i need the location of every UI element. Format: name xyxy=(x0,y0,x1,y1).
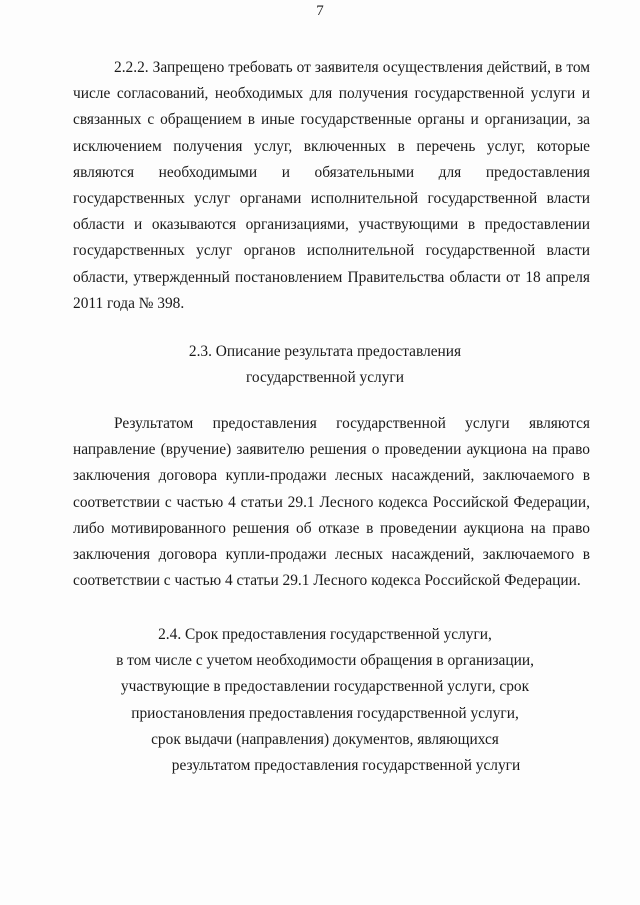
heading-line: в том числе с учетом необходимости обращения в организации, xyxy=(116,652,534,670)
heading-line: 2.3. Описание результата предоставления xyxy=(188,343,462,360)
heading-line: 2.4. Срок предоставления государственной услуги, xyxy=(158,626,492,643)
heading-line: срок выдачи (направления) документов, являющихся xyxy=(151,730,499,748)
heading-line: государственной услуги xyxy=(246,369,404,387)
heading-line: приостановления предоставления государственной услуги, xyxy=(131,704,519,722)
heading-line: участвующие в предоставлении государственной услуги, срок xyxy=(120,678,530,696)
heading-line: результатом предоставления государственной услуги xyxy=(171,757,521,775)
page-number: 7 xyxy=(316,3,324,19)
section-heading-2-4 xyxy=(60,622,590,779)
section-heading-2-3 xyxy=(60,339,590,391)
paragraph-2-2-2: 2.2.2. Запрещено требовать от заявителя осуществления действий, в том числе согласований, необходимых для получения государственной услуги и связанных с обращением в иные государственные органы и организации, за исключением получения услуг, включенных в перечень услуг, которые являются необходимыми и обязательными для предоставления государственных услуг органами исполнительной государственной власти области и оказываются организациями, участвующими в предоставлении государственных услуг органов исполнительной государственной власти области, утвержденный постановлением Правительства области от 18 апреля 2011 года № 398. xyxy=(73,59,590,312)
paragraph-2-3: Результатом предоставления государственной услуги являются направление (вручение) заявителю решения о проведении аукциона на право заключения договора купли-продажи лесных насаждений, заключаемого в соответствии с частью 4 статьи 29.1 Лесного кодекса Российской Федерации, либо мотивированного решения об отказе в проведении аукциона на право заключения договора купли-продажи лесных насаждений, заключаемого в соответствии с частью 4 статьи 29.1 Лесного кодекса Российской Федерации. xyxy=(73,415,590,590)
